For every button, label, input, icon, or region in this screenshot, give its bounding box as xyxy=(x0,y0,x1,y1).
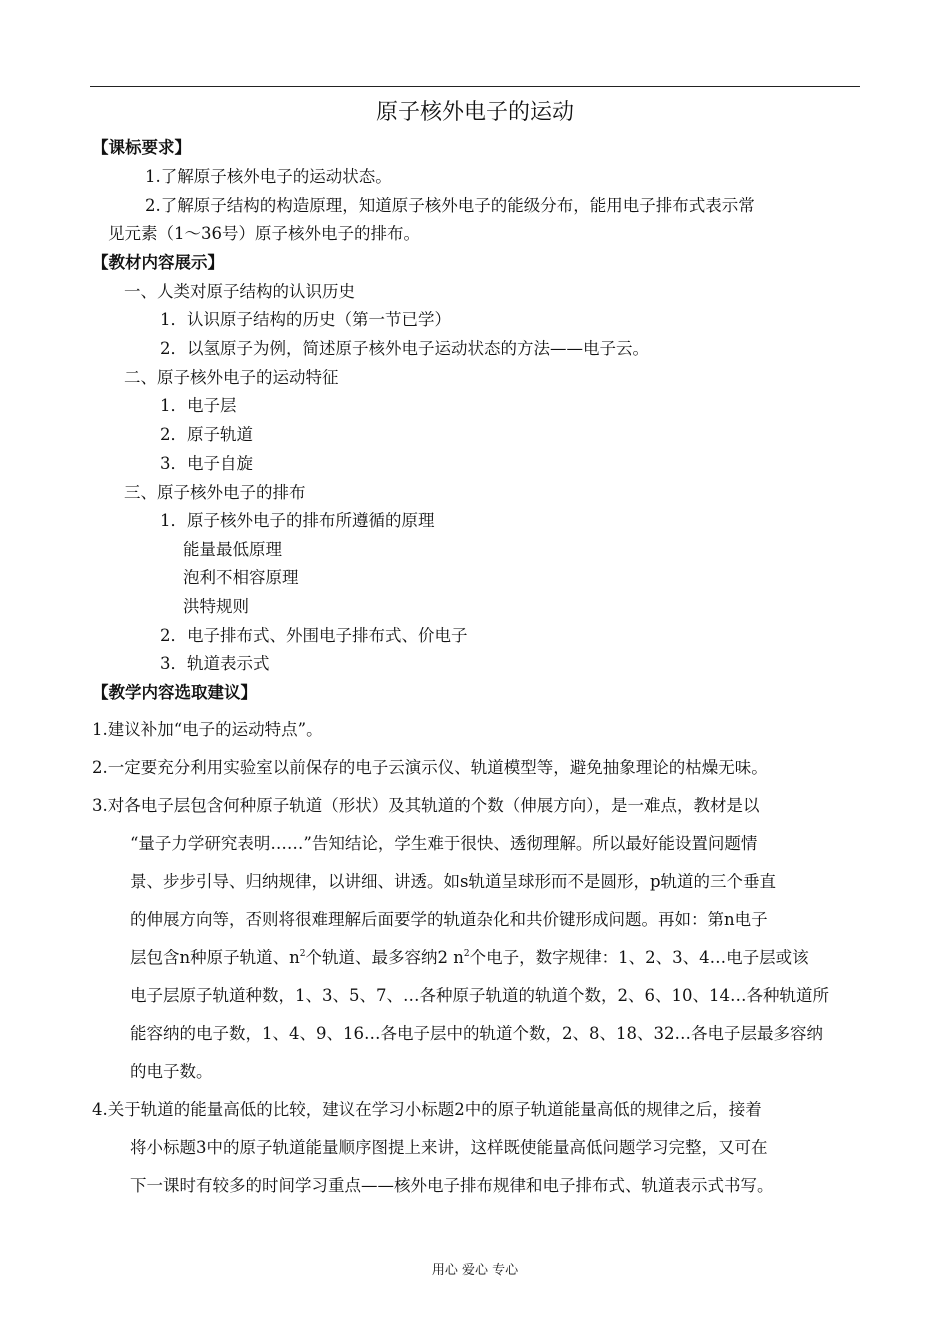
suggestion-3-line-5 xyxy=(130,946,809,970)
suggestion-3-line-7: 能容纳的电子数，1、4、9、16…各电子层中的轨道个数，2、8、18、32…各电子层最多容纳 xyxy=(130,1024,823,1043)
superscript-2: 2 xyxy=(463,949,470,959)
requirement-item-1: 1.了解原子核外电子的运动状态。 xyxy=(145,167,392,186)
content-part-2: 二、原子核外电子的运动特征 xyxy=(124,368,339,387)
suggestion-4-line-2: 将小标题3中的原子轨道能量顺序图提上来讲，这样既使能量高低问题学习完整，又可在 xyxy=(130,1138,768,1157)
requirement-item-2-line-2: 见元素（1～36号）原子核外电子的排布。 xyxy=(108,224,420,243)
suggestion-3-line-4: 的伸展方向等，否则将很难理解后面要学的轨道杂化和共价键形成问题。再如：第n电子 xyxy=(130,910,768,929)
line-5-part-c: 个电子，数字规律：1、2、3、4…电子层或该 xyxy=(469,948,809,967)
header-rule xyxy=(90,86,860,87)
page-footer: 用心 爱心 专心 xyxy=(431,1263,519,1278)
superscript-2: 2 xyxy=(299,949,306,959)
line-5-part-a: 层包含n种原子轨道、n xyxy=(130,948,300,967)
content-part-3: 三、原子核外电子的排布 xyxy=(124,483,306,502)
principle-lowest-energy: 能量最低原理 xyxy=(183,540,282,559)
content-part-2-item-3: 3．电子自旋 xyxy=(160,454,253,473)
suggestion-3-line-6: 电子层原子轨道种数，1、3、5、7、…各种原子轨道的轨道个数，2、6、10、14…各种轨道所 xyxy=(130,986,829,1005)
suggestion-2: 2.一定要充分利用实验室以前保存的电子云演示仪、轨道模型等，避免抽象理论的枯燥无味。 xyxy=(92,758,768,777)
principle-pauli-exclusion: 泡利不相容原理 xyxy=(183,568,299,587)
heading-teaching-suggestions: 【教学内容选取建议】 xyxy=(92,683,257,702)
content-part-2-item-1: 1．电子层 xyxy=(160,396,237,415)
line-5-part-b: 个轨道、最多容纳2 n xyxy=(305,948,464,967)
page-title: 原子核外电子的运动 xyxy=(375,100,574,125)
principle-hund-rule: 洪特规则 xyxy=(183,597,249,616)
content-part-2-item-2: 2．原子轨道 xyxy=(160,425,253,444)
suggestion-4-line-1: 4.关于轨道的能量高低的比较，建议在学习小标题2中的原子轨道能量高低的规律之后，接着 xyxy=(92,1100,762,1119)
suggestion-3-line-8: 的电子数。 xyxy=(130,1062,213,1081)
content-part-1-item-2: 2．以氢原子为例，简述原子核外电子运动状态的方法——电子云。 xyxy=(160,339,649,358)
suggestion-3-line-2: “量子力学研究表明……”告知结论，学生难于很快、透彻理解。所以最好能设置问题情 xyxy=(130,834,758,853)
content-part-3-item-1: 1．原子核外电子的排布所遵循的原理 xyxy=(160,511,435,530)
content-part-3-item-2: 2．电子排布式、外围电子排布式、价电子 xyxy=(160,626,468,645)
suggestion-3-line-1: 3.对各电子层包含何种原子轨道（形状）及其轨道的个数（伸展方向），是一难点，教材是以 xyxy=(92,796,760,815)
heading-curriculum-requirements: 【课标要求】 xyxy=(92,138,191,157)
content-part-3-item-3: 3．轨道表示式 xyxy=(160,654,270,673)
suggestion-4-line-3: 下一课时有较多的时间学习重点——核外电子排布规律和电子排布式、轨道表示式书写。 xyxy=(130,1176,774,1195)
heading-textbook-content: 【教材内容展示】 xyxy=(92,253,224,272)
suggestion-1: 1.建议补加“电子的运动特点”。 xyxy=(92,720,323,739)
suggestion-3-line-3: 景、步步引导、归纳规律，以讲细、讲透。如s轨道呈球形而不是圆形，p轨道的三个垂直 xyxy=(130,872,777,891)
content-part-1-item-1: 1．认识原子结构的历史（第一节已学） xyxy=(160,310,451,329)
content-part-1: 一、人类对原子结构的认识历史 xyxy=(124,282,355,301)
requirement-item-2-line-1: 2.了解原子结构的构造原理，知道原子核外电子的能级分布，能用电子排布式表示常 xyxy=(145,196,755,215)
